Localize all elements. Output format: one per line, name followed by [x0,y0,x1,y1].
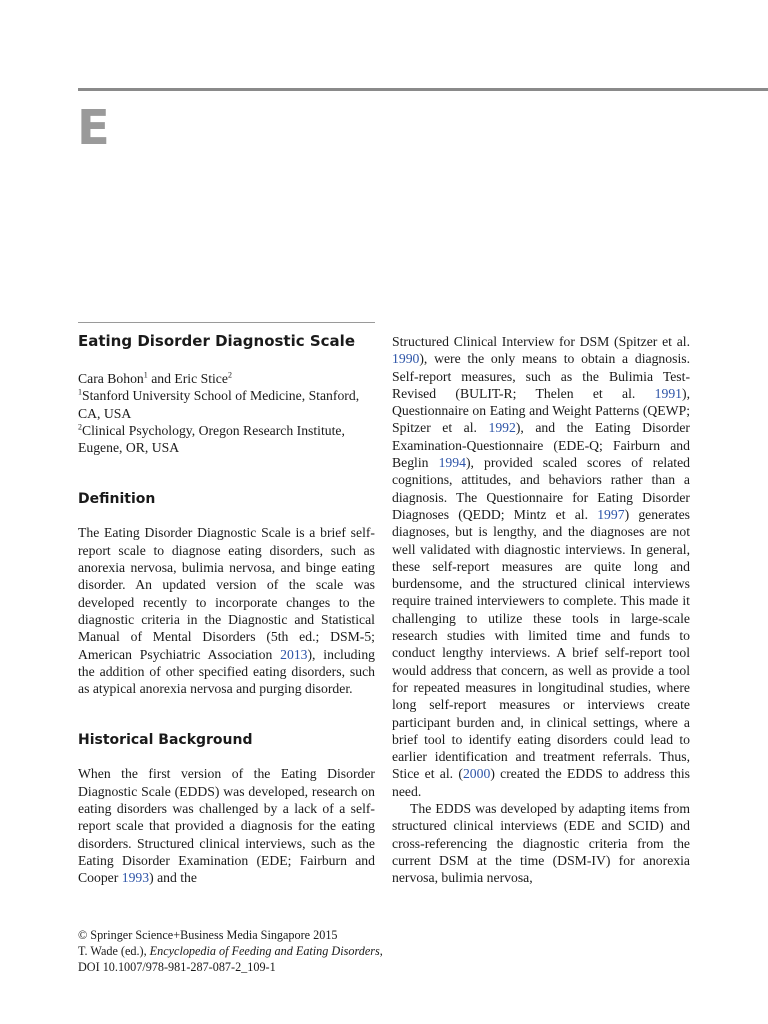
citation-link[interactable]: 1991 [654,385,683,401]
citation-link[interactable]: 1992 [488,420,516,436]
citation-link[interactable]: 2000 [462,766,491,782]
citation-link[interactable]: 1993 [121,870,150,886]
affiliation-2: $^2$Clinical Psychology, Oregon Research Institute, Eugene, OR, USA [78,422,345,456]
right-column [392,333,690,887]
author-block [78,370,375,456]
book-title: Encyclopedia of Feeding and Eating Disorders [149,944,380,958]
editor-line: T. Wade (ed.), Encyclopedia of Feeding and Eating Disorders, [78,944,383,958]
citation-link[interactable]: 1990 [392,351,420,367]
citation-link[interactable]: 2013 [280,646,308,662]
definition-paragraph: The Eating Disorder Diagnostic Scale is a brief self-report scale to diagnose eating disorders, such as anorexia nervosa, bulimia nervosa, and binge eating disorder. An updated version of the scale was developed recently to incorporate changes to the diagnostic criteria in the Diagnostic and Statistical Manual of Mental Disorders (5th ed.; DSM-5; American Psychiatric Association 2013), including the addition of other specified eating disorders, such as atypical anorexia nervosa and purging disorder. [78,525,376,697]
title-rule [78,322,375,323]
history-heading: Historical Background [78,732,253,749]
authors: Cara Bohon$^1$ and Eric Stice$^2$ [78,370,232,386]
entry-title: Eating Disorder Diagnostic Scale [78,332,355,350]
top-rule [78,88,768,91]
doi-line: DOI 10.1007/978-981-287-087-2_109-1 [78,960,276,974]
right-paragraph-1: Structured Clinical Interview for DSM (Spitzer et al. 1990), were the only means to obtain a diagnosis. Self-report measures, such as the Bulimia Test-Revised (BULIT-R; Thelen et al. 1991), Questionnaire on Eating and Weight Patterns (QEWP; Spitzer et al. 1992), and the Eating Disorder Examination-Questionnaire (EDE-Q; Fairburn and Beglin 1994), provided scaled scores of related cognitions, attitudes, and behaviors rather than a diagnosis. The Questionnaire for Eating Disorder Diagnoses (QEDD; Mintz et al. 1997) generates diagnoses, but is lengthy, and the diagnoses are not well validated with diagnostic interviews. In general, these self-report measures are quite long and burdensome, and the structured clinical interviews require trained interviewers to complete. This made it challenging to utilize these tools in large-scale research studies with limited time and funds to conduct lengthy interviews. A brief self-report tool would address that concern, as well as provide a tool for repeated measures in longitudinal studies, where long self-report measures or interviews create participant burden and, in clinical settings, where a brief tool to identify eating disorders could lead to earlier identification and treatment referrals. Thus, Stice et al. (2000) created the EDDS to address this need. [392,334,691,799]
definition-heading: Definition [78,491,156,508]
page-footer [78,927,383,975]
section-letter: E [77,100,110,156]
left-column [78,322,375,887]
right-paragraph-2: The EDDS was developed by adapting items from structured clinical interviews (EDE and SCID) and cross-referencing the diagnostic criteria from the current DSM at the time (DSM-IV) for anorexia nervosa, bulimia nervosa, [392,801,690,886]
affiliation-1: $^1$Stanford University School of Medicine, Stanford, CA, USA [78,387,360,421]
citation-link[interactable]: 1994 [438,455,466,471]
copyright-line: © Springer Science+Business Media Singapore 2015 [78,928,338,942]
citation-link[interactable]: 1997 [597,506,625,522]
history-paragraph: When the first version of the Eating Disorder Diagnostic Scale (EDDS) was developed, research on eating disorders was challenged by a lack of a self-report scale that provided a diagnosis for the eating disorders. Structured clinical interviews, such as the Eating Disorder Examination (EDE; Fairburn and Cooper 1993) and the [78,766,375,886]
